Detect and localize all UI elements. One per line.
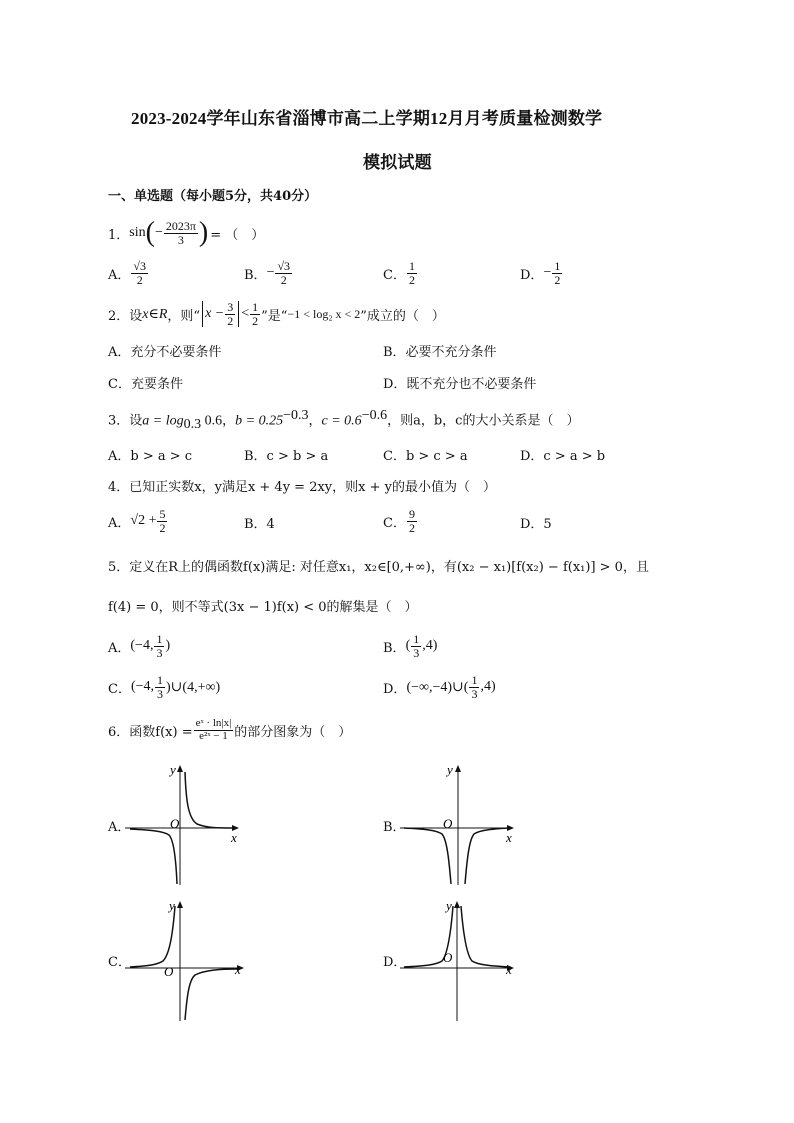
q4-option-c: C． $\frac{9}{2}$ <box>383 506 415 535</box>
origin-label: O <box>443 816 453 831</box>
q3-option-b: B．c > b > a <box>244 449 329 464</box>
q5-option-a: A． (−4, $\frac{1}{3}$ ) <box>108 631 171 660</box>
q2-option-c: C．充要条件 <box>108 377 183 392</box>
y-label: y <box>447 762 453 777</box>
q1-option-d: D． − $\frac{1}{2}$ <box>520 258 561 287</box>
q5-option-c: C． (−4, $\frac{1}{3}$ )∪(4,+∞) <box>108 672 221 701</box>
origin-label: O <box>170 816 180 831</box>
curve-left <box>130 906 175 967</box>
x-label: x <box>235 962 241 977</box>
curve-right <box>185 969 237 1020</box>
title-line-2: 模拟试题 <box>363 153 432 172</box>
curve-right <box>461 906 510 967</box>
question-4-stem: 4．已知正实数x，y满足x + 4y = 2xy，则x + y的最小值为（ ） <box>108 480 496 495</box>
q4-option-d: D．5 <box>520 517 552 532</box>
q4-option-b: B．4 <box>244 517 275 532</box>
q6-label-b: B． <box>383 820 406 835</box>
y-label: y <box>446 898 452 913</box>
question-6-stem: 6．函数f(x) = $\frac{\text{eˣ · ln|x|}}{\text{e²ˣ − 1}}$ 的部分图象为（ ） <box>108 716 352 742</box>
curve-left <box>130 829 177 884</box>
y-axis-arrow-icon <box>455 765 461 772</box>
q5-option-d: D． (−∞,−4)∪( $\frac{1}{3}$ ,4) <box>383 672 496 701</box>
q1-option-c: C． $\frac{1}{2}$ <box>383 258 415 287</box>
q1-number: 1． <box>108 227 130 243</box>
graph-a <box>125 760 245 888</box>
q3-option-c: C．b > c > a <box>383 449 468 464</box>
y-label: y <box>170 762 176 777</box>
q3-option-d: D．c > a > b <box>520 449 606 464</box>
x-label: x <box>231 830 237 845</box>
y-axis-arrow-icon <box>454 901 460 908</box>
q5-option-b: B． ( $\frac{1}{3}$ ,4) <box>383 631 438 660</box>
question-5-line-2: f(4) = 0，则不等式(3x − 1)f(x) < 0的解集是（ ） <box>108 600 418 615</box>
section-heading: 一、单选题（每小题5分，共40分） <box>108 189 318 204</box>
q1-fraction: $\frac{2023\pi}{3}$ <box>165 218 196 247</box>
origin-label: O <box>443 950 453 965</box>
curve-right <box>465 828 510 884</box>
question-5-line-1: 5．定义在R上的偶函数f(x)满足: 对任意x₁，x₂∈[0,+∞)，有(x₂ − x₁)[f(x₂) − f(x₁)] > 0，且 <box>108 560 649 575</box>
q1-option-b: B． − $\frac{√3}{2}$ <box>244 258 291 287</box>
curve-left <box>404 828 451 884</box>
q1-option-a: A． $\frac{√3}{2}$ <box>108 258 146 287</box>
y-axis-arrow-icon <box>177 765 183 772</box>
q1-sin: sin <box>129 225 146 240</box>
x-label: x <box>506 830 512 845</box>
y-label: y <box>169 898 175 913</box>
q2-option-b: B．必要不充分条件 <box>383 345 497 360</box>
q6-label-c: C． <box>108 955 131 970</box>
y-axis-arrow-icon <box>177 901 183 908</box>
title-line-1: 2023-2024学年山东省淄博市高二上学期12月月考质量检测数学 <box>131 109 603 128</box>
q4-option-a: A． √2 + $\frac{5}{2}$ <box>108 506 166 535</box>
q6-label-a: A． <box>108 820 131 835</box>
graph-d <box>400 896 525 1024</box>
question-1-stem: 1． sin ( − $\frac{2023\pi}{3}$ ) = （ ） <box>108 217 265 248</box>
q1-minus: − <box>154 225 163 240</box>
q3-option-a: A．b > a > c <box>108 449 193 464</box>
curve-right <box>185 772 235 828</box>
graph-c <box>125 896 250 1024</box>
question-3-stem: 3．设$a = \log_{0.3} 0.6$，$b = 0.25^{-0.3}$，$c = 0.6^{-0.6}$，则a，b，c的大小关系是（ ） <box>108 408 580 432</box>
origin-label: O <box>164 964 174 979</box>
q1-tail: = （ ） <box>210 227 265 243</box>
q2-option-a: A．充分不必要条件 <box>108 345 222 360</box>
question-2-stem: 2．设 x∈R ，则“ x − $\frac{3}{2}$ < $\frac{1}{2}$ ”是“ −1 < log₂ x < 2 ”成立的（ ） <box>108 299 445 328</box>
x-label: x <box>506 962 512 977</box>
q6-label-d: D． <box>383 955 407 970</box>
graph-b <box>400 760 520 888</box>
q2-option-d: D．既不充分也不必要条件 <box>383 377 537 392</box>
